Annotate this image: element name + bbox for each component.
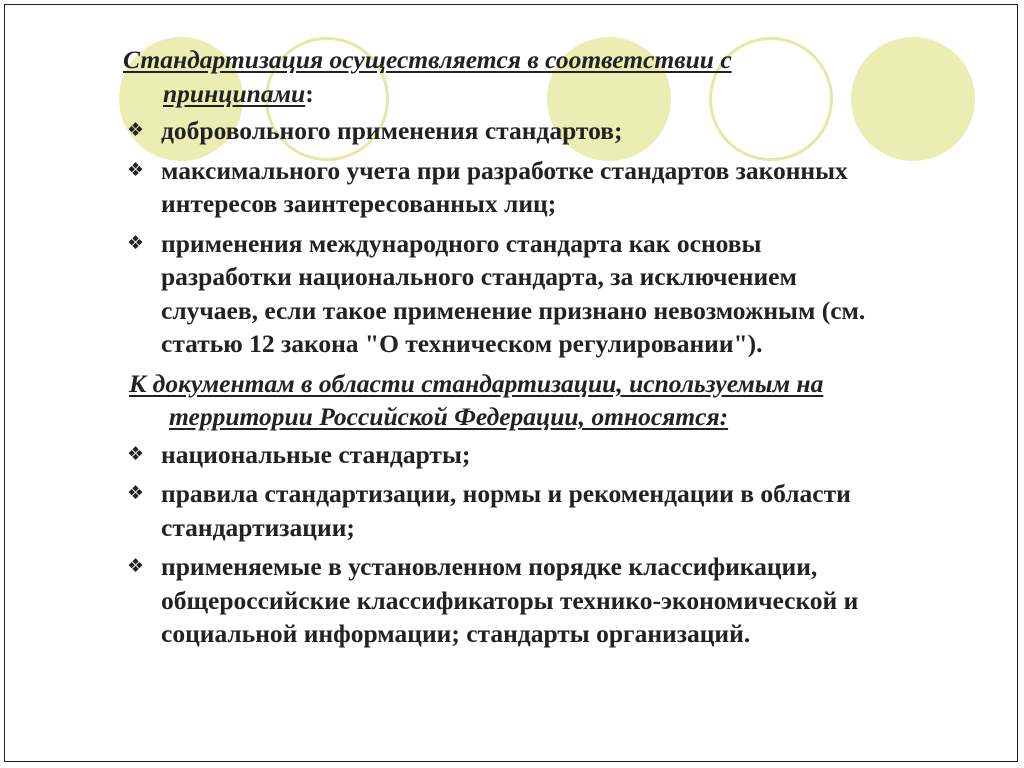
list-item-line: национальные стандарты; bbox=[161, 439, 471, 469]
diamond-bullet-icon: ❖ bbox=[127, 231, 145, 254]
list-item-line: стандартизации; bbox=[161, 512, 355, 542]
documents-list bbox=[117, 438, 977, 651]
diamond-bullet-icon: ❖ bbox=[127, 555, 145, 577]
list-item-line: разработки национального стандарта, за исключением bbox=[161, 262, 797, 291]
list-item-line: правила стандартизации, нормы и рекомендации в области bbox=[161, 479, 851, 508]
principles-list bbox=[117, 114, 977, 361]
list-item-line: применяемые в установленном порядке классификации, bbox=[161, 552, 818, 581]
principles-heading-line-1: Стандартизация осуществляется в соответствии с bbox=[123, 45, 732, 74]
diamond-bullet-icon: ❖ bbox=[127, 442, 145, 465]
list-item-line: применения международного стандарта как основы bbox=[161, 228, 762, 258]
documents-heading bbox=[129, 367, 977, 434]
principles-heading-colon: : bbox=[305, 78, 314, 108]
diamond-bullet-icon: ❖ bbox=[127, 482, 145, 504]
diamond-bullet-icon: ❖ bbox=[127, 158, 145, 181]
list-item-line: интересов заинтересованных лиц; bbox=[161, 189, 557, 218]
principle-item bbox=[117, 227, 977, 361]
document-type-item bbox=[117, 438, 977, 472]
document-type-item bbox=[117, 550, 977, 651]
list-item-line: максимального учета при разработке стандартов законных bbox=[161, 155, 848, 185]
slide-frame bbox=[4, 4, 1018, 762]
diamond-bullet-icon: ❖ bbox=[127, 119, 145, 141]
list-item-line: добровольного применения стандартов; bbox=[161, 116, 623, 145]
list-item-line: статью 12 закона "О техническом регулировании"). bbox=[161, 329, 763, 358]
list-item-line: социальной информации; стандарты организаций. bbox=[161, 619, 751, 648]
list-item-line: случаев, если такое применение признано невозможным (см. bbox=[161, 295, 866, 325]
slide-content bbox=[117, 43, 977, 657]
principles-heading-line-2: принципами bbox=[163, 78, 306, 108]
documents-heading-line-1: К документам в области стандартизации, используемым на bbox=[129, 368, 824, 398]
principle-item bbox=[117, 154, 977, 221]
principle-item bbox=[117, 114, 977, 148]
list-item-line: общероссийские классификаторы технико-экономической и bbox=[161, 585, 859, 615]
documents-heading-line-2: территории Российской Федерации, относятся: bbox=[169, 402, 729, 431]
document-type-item bbox=[117, 477, 977, 544]
principles-heading bbox=[123, 43, 977, 110]
